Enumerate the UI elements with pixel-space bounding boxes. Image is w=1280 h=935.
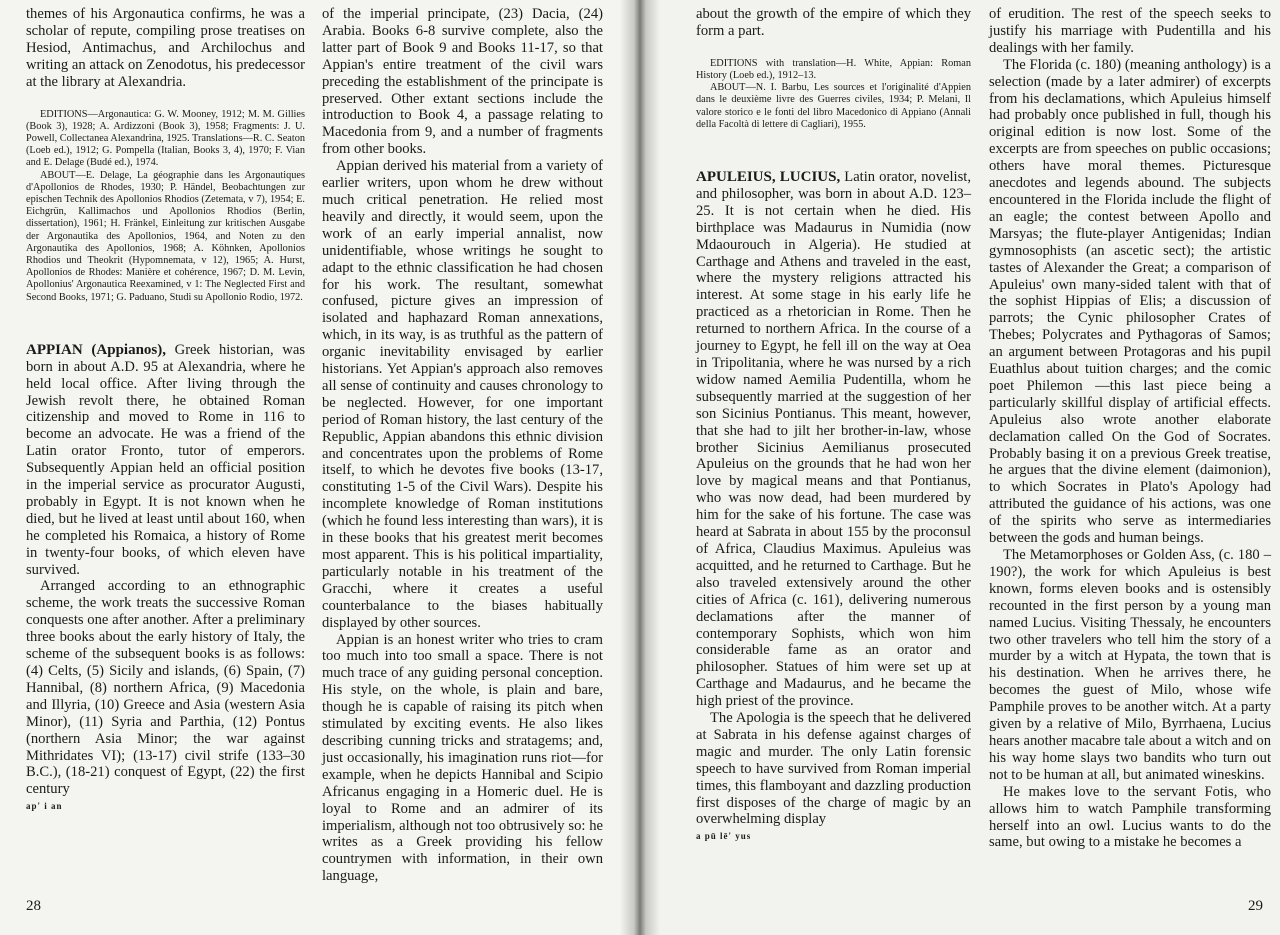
appian-editions: EDITIONS with translation—H. White, Appian: Roman History (Loeb ed.), 1912–13. — [696, 57, 971, 82]
apuleius-pronunciation: a pū lē' yus — [696, 831, 752, 842]
appian-paragraph-4: Appian derived his material from a variety of earlier writers, upon whom he drew without much critical penetration. He relied most heavily and directly, it would seem, upon the work of an early imperial annalist, now unidentifiable, whose writings he sought to adapt to the ethnic classification he had chosen for his work. The resultant, somewhat confused, picture gives an impression of isolated and haphazard Roman annexations, which, in its way, is as truthful as the pattern of organic inevitability envisaged by earlier historians. Yet Appian's approach also removes all sense of continuity and causes chronology to be neglected. However, for one important period of Roman history, the last century of the Republic, Appian abandons this ethnic division and concentrates upon the problems of Rome itself, to which he devotes five books (13-17, constituting 1-5 of the Civil Wars). Despite his incomplete knowledge of Roman institutions (which he found less interesting than wars), it is in these books that his greatest merit becomes most apparent. This is his political impartiality, particularly notable in his treatment of the Gracchi, where it creates a useful counterbalance to the biases habitually displayed by other sources. — [322, 158, 603, 631]
appian-paragraph-3: of the imperial principate, (23) Dacia, (24) Arabia. Books 6-8 survive complete, also the latter part of Book 9 and Books 11-17, so that Appian's entire treatment of the civil wars preceding the establishment of the principate is preserved. Other extant sections include the introduction to Book 4, a passage relating to Macedonia from 9, and a number of fragments from other books. — [322, 6, 603, 158]
appian-paragraph-2: Arranged according to an ethnographic scheme, the work treats the successive Roman conquests one after another. After a preliminary three books about the early history of Italy, the scheme of the subsequent books is as follows: (4) Celts, (5) Sicily and islands, (6) Spain, (7) Hannibal, (8) northern Africa, (9) Macedonia and Illyria, (10) Greece and Asia (western Asia Minor), (11) Syria and Parthia, (12) Pontus (northern Asia Minor; the war against Mithridates VI); (13-17) civil strife (133–30 B.C.), (18-21) conquest of Egypt, (22) the first century — [26, 578, 305, 798]
appian-pronunciation: ap' i an — [26, 801, 63, 812]
page-number-right: 29 — [1248, 898, 1263, 914]
right-page — [646, 0, 1280, 935]
apuleius-paragraph-2: The Apologia is the speech that he delivered at Sabrata in his defense against charges of magic and murder. The only Latin forensic speech to have survived from Roman imperial times, this flamboyant and dazzling production first disposes of the charge of magic by an overwhelming display — [696, 710, 971, 828]
right-column-2 — [989, 6, 1271, 851]
apuleius-paragraph-4: The Florida (c. 180) (meaning anthology) is a selection (made by a later admirer) of excerpts from his declamations, which Apuleius himself had probably once published in full, though his original edition is now lost. Some of the excerpts are from speeches on public occasions; others have moral themes. Picturesque anecdotes and legends abound. The subjects encountered in the Florida include the flight of an eagle; the contest between Apollo and Marsyas; the flute-player Antigenidas; Indian gymnosophists (an ascetic sect); the artistic tastes of Alexander the Great; a comparison of Apuleius' own many-sided talent with that of the sophist Hippias of Elis; a discussion of parrots; the Cynic philosopher Crates of Thebes; Polycrates and Pythagoras of Samos; an argument between Protagoras and his pupil Euathlus about tuition charges; and the comic poet Philemon —this last piece being a particularly skillful display of artificial effects. Apuleius also wrote another elaborate declamation called On the God of Socrates. Probably basing it on a previous Greek treatise, he argues that the divine element (daimonion), to which Socrates in Plato's Apology had attributed the guidance of his actions, was one of the spirits who serve as intermediaries between the gods and human beings. — [989, 56, 1271, 547]
apollonius-editions: EDITIONS—Argonautica: G. W. Mooney, 1912; M. M. Gillies (Book 3), 1928; A. Ardizzoni (Book 3), 1958; Fragments: J. U. Powell, Collectanea Alexandrina, 1925. Translations—R. C. Seaton (Loeb ed.), 1912; G. Pompella (Italian, Books 3, 4), 1970; F. Vian and E. Delage (Budé ed.), 1974. — [26, 108, 305, 169]
apollonius-about: ABOUT—E. Delage, La géographie dans les Argonautiques d'Apollonios de Rhodes, 1930; P. Händel, Beobachtungen zur epischen Technik des Apollonios Rhodios (Zetemata, v 7), 1954; E. Eichgrün, Kallimachos und Apollonios Rhodios (Berlin, dissertation), 1961; H. Fränkel, Einleitung zur kritischen Ausgabe der Argonautika des Apollonios, 1964, and Noten zu den Argonautika des Apollonios, 1968; A. Köhnken, Apollonios Rhodios und Theokrit (Hypomnemata, v 12), 1965; A. Hurst, Apollonios de Rhodes: Manière et cohérence, 1967; D. M. Levin, Apollonius' Argonautica Reexamined, v 1: The Neglected First and Second Books, 1971; G. Paduano, Studi su Apollonio Rodio, 1972. — [26, 169, 305, 303]
right-column-1 — [696, 6, 971, 845]
apuleius-paragraph-3: of erudition. The rest of the speech seeks to justify his marriage with Pudentilla and his dealings with her family. — [989, 6, 1271, 56]
left-column-2 — [322, 6, 603, 885]
page-number-left: 28 — [26, 898, 41, 914]
book-gutter — [620, 0, 660, 935]
apuleius-paragraph-1: Latin orator, novelist, and philosopher, was born in about A.D. 123–25. It is not certain when he died. His birthplace was Madaurus in Numidia (now Mdaourouch in Algeria). He studied at Carthage and Athens and traveled in the east, where the mystery religions attracted his interest. At some stage in his early life he practiced as a rhetorician in Rome. Then he returned to northern Africa. In the course of a journey to Egypt, he fell ill on the way at Oea in Tripolitania, where he was nursed by a rich widow named Aemilia Pudentilla, whom he subsequently married at the suggestion of her son Sicinius Pontianus. This meant, however, that she had to jilt her brother-in-law, whose brother Sicinius Aemilianus prosecuted Apuleius on the grounds that he had won her love by magical means and that Pontianus, who was now dead, had been murdered by him for the sake of his fortune. The case was heard at Sabrata in about 155 by the proconsul of Africa, Claudius Maximus. Apuleius was acquitted, and he returned to Carthage. But he also traveled extensively around the other cities of Africa (c. 161), delivering numerous declamations after the manner of contemporary Sophists, which won him considerable fame as an orator and philosopher. Statues of him were set up at Carthage and Madaurus, and he became the high priest of the province. — [696, 169, 971, 710]
appian-continuation: about the growth of the empire of which they form a part. — [696, 6, 971, 39]
appian-entry-intro — [26, 342, 305, 579]
apollonius-continuation: themes of his Argonautica confirms, he was a scholar of repute, compiling prose treatises on Hesiod, Antimachus, and Archilochus and writing an attack on Zenodotus, his predecessor at the library at Alexandria. — [26, 6, 305, 90]
left-column-1 — [26, 6, 305, 815]
appian-headword: APPIAN (Appianos), — [26, 341, 167, 358]
appian-about: ABOUT—N. I. Barbu, Les sources et l'originalité d'Appien dans le deuxième livre des Guerres civiles, 1934; P. Melani, Il valore storico e le fonti del libro Macedonico di Appiano (Annali della Facoltà di lettere di Cagliari), 1955. — [696, 82, 971, 130]
apuleius-headword: APULEIUS, LUCIUS, — [696, 169, 841, 186]
appian-paragraph-5: Appian is an honest writer who tries to cram too much into too small a space. There is not much trace of any guiding personal conception. His style, on the whole, is plain and bare, though he is capable of raising its pitch when stimulated by exciting events. He also likes describing cunning tricks and stratagems; and, just occasionally, his imagination runs riot—for example, when he depicts Hannibal and Scipio Africanus engaging in a Homeric duel. He is loyal to Rome and an admirer of its imperialism, although not too obtrusively so: he writes as a Greek providing his fellow countrymen with information, in their own language, — [322, 631, 603, 885]
apuleius-entry-intro — [696, 169, 971, 710]
apuleius-paragraph-6: He makes love to the servant Fotis, who allows him to watch Pamphile transforming herself into an owl. Lucius wants to do the same, but owing to a mistake he becomes a — [989, 783, 1271, 851]
appian-paragraph-1: Greek historian, was born in about A.D. 95 at Alexandria, where he held local office. After living through the Jewish revolt there, he obtained Roman citizenship and moved to Rome in 116 to become an advocate. He was a friend of the Latin orator Fronto, tutor of emperors. Subsequently Appian held an official position in the imperial service as procurator Augusti, probably in Egypt. It is not known when he died, but he lived at least until about 160, when he completed his Romaica, a history of Rome in twenty-four books, of which eleven have survived. — [26, 341, 305, 578]
apuleius-paragraph-5: The Metamorphoses or Golden Ass, (c. 180 –190?), the work for which Apuleius is best known, forms eleven books and is ostensibly recounted in the first person by a young man named Lucius. Visiting Thessaly, he encounters two other travelers who tell him the story of a murder by a witch at Hypata, the town that is his destination. When he arrives there, he becomes the guest of Milo, whose wife Pamphile proves to be another witch. At a party given by a relative of Milo, Byrrhaena, Lucius hears another macabre tale about a witch and on his way home slays two bandits who turn out not to be human at all, but animated wineskins. — [989, 547, 1271, 783]
left-page — [0, 0, 634, 935]
